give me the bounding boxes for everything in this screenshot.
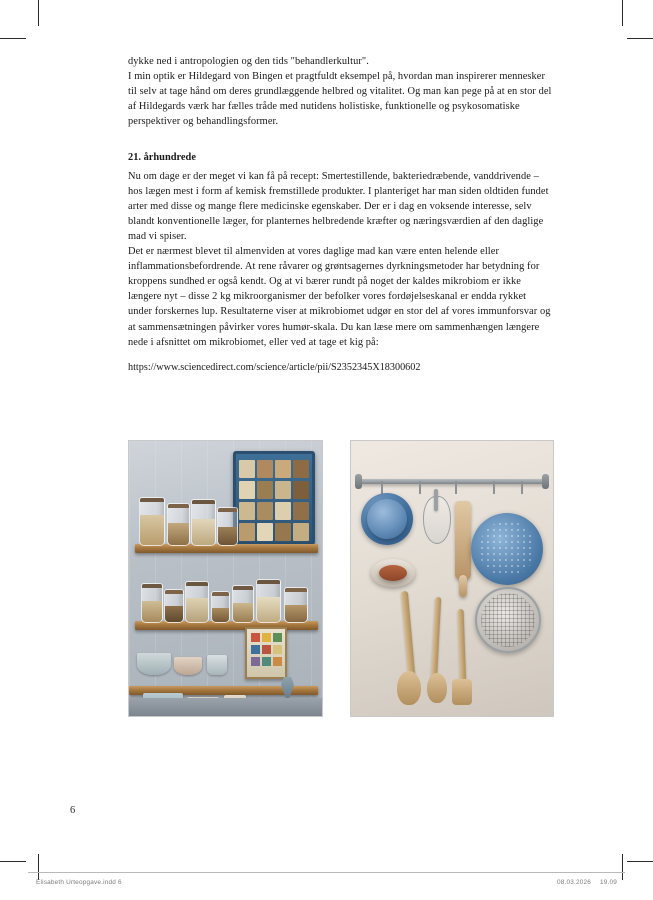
wooden-spatula-head — [452, 679, 472, 705]
wooden-spoon-head — [427, 673, 447, 703]
storage-jar — [139, 497, 165, 546]
rail-hook — [521, 481, 523, 494]
crop-mark-bottom-right-vertical — [622, 854, 623, 880]
crop-mark-top-right-vertical — [622, 0, 623, 26]
body-paragraph: I min optik er Hildegard von Bingen et pragtfuldt eksempel på, hvordan man inspirerer mennesker til selv at tage hånd om deres grundlæggende helbred og vitalitet. Og man kan pege på at en stor del af Hildegards værk har fælles tråde med nutidens holistiske, funktionelle og psykosomatiske perspektiver og behandlingsformer. — [128, 71, 552, 128]
pantry-shelves-photo — [128, 440, 323, 717]
ceramic-bowl — [137, 653, 171, 675]
grater-disc — [471, 513, 543, 585]
section-paragraph: Det er nærmest blevet til almenviden at vores daglige mad kan være enten helende eller inflammationsbefordrende. At rene råvarer og grøntsagernes dyrkningsmetoder har betydning for kroppens sundhed er også kendt. Og at vi bærer rundt på noget der kaldes mikrobiom er ikke længere nyt – disse 2 kg mikroorganismer der befolker vores fordøjelseskanal er endda rykket under forskernes lup. Resultaterne viser at mikrobiomet udgør en stor del af vores immunforsvar og at sammensætningen påvirker vores humør-skala. Du kan læse mere om sammenhængen længere nede i afsnittet om mikrobiomet, eller ved at tage et kig på: — [128, 246, 551, 348]
rail-hook — [381, 481, 383, 494]
hanging-kitchen-tools-photo — [350, 440, 554, 717]
sieve — [475, 587, 541, 653]
crop-mark-top-left-horizontal — [0, 38, 26, 39]
storage-jar — [232, 585, 254, 623]
whisk-handle — [434, 489, 438, 511]
ceramic-cup — [207, 655, 227, 675]
ceramic-bowl — [174, 657, 202, 675]
crop-mark-top-left-vertical — [38, 0, 39, 26]
spice-rack — [233, 451, 315, 545]
crop-mark-bottom-right-horizontal — [627, 861, 653, 862]
text-column — [128, 54, 552, 385]
crop-mark-top-right-horizontal — [627, 38, 653, 39]
hanging-rail — [359, 479, 545, 484]
rail-end-cap — [355, 474, 362, 489]
section-paragraph: Nu om dage er der meget vi kan få på recept: Smertestillende, bakteriedræbende, vanddrivende – hos lægen mest i form af kemisk fremstillede produkter. I planteriget har man siden oldtiden fundet arter med disse og mange flere medicinske egenskaber. Der er i dag en voksende interesse, selv blandt konventionelle læger, for planternes helbredende kræfter og næringsværdien af den daglige mad vi spiser. — [128, 170, 549, 242]
rail-end-cap — [542, 474, 549, 489]
storage-jar — [217, 507, 238, 546]
pan-inner — [367, 499, 407, 539]
storage-jar — [211, 591, 230, 623]
figure-row — [128, 440, 552, 715]
storage-jar — [167, 503, 190, 546]
rolling-pin-handle — [459, 575, 467, 597]
rolling-pin — [455, 501, 471, 579]
page-number: 6 — [70, 805, 76, 816]
rail-hook — [493, 481, 495, 494]
tile-board — [245, 627, 287, 679]
rail-hook — [455, 481, 457, 494]
storage-jar — [284, 587, 308, 623]
section-heading: 21. århundrede — [128, 152, 196, 164]
crop-mark-bottom-left-vertical — [38, 854, 39, 880]
footer-divider — [28, 872, 625, 873]
wooden-spoon-head — [397, 671, 421, 705]
rail-hook — [419, 481, 421, 494]
storage-jar — [191, 499, 216, 546]
countertop — [129, 698, 322, 716]
reference-url[interactable]: https://www.sciencedirect.com/science/article/pii/S2352345X18300602 — [128, 361, 421, 373]
lid-knob — [379, 565, 407, 581]
body-paragraph: dykke ned i antropologien og den tids "behandlerkultur". — [128, 56, 369, 67]
footer-meta — [36, 879, 617, 886]
footer-time: 19.09 — [600, 879, 617, 886]
section-spacer — [128, 129, 552, 150]
crop-mark-bottom-left-horizontal — [0, 861, 26, 862]
storage-jar — [185, 581, 209, 623]
storage-jar — [256, 579, 281, 623]
storage-jar — [141, 583, 163, 623]
footer-date: 08.03.2026 — [557, 879, 591, 886]
footer-filename: Elisabeth Urteopgave.indd 6 — [36, 879, 122, 886]
storage-jar — [164, 589, 184, 623]
